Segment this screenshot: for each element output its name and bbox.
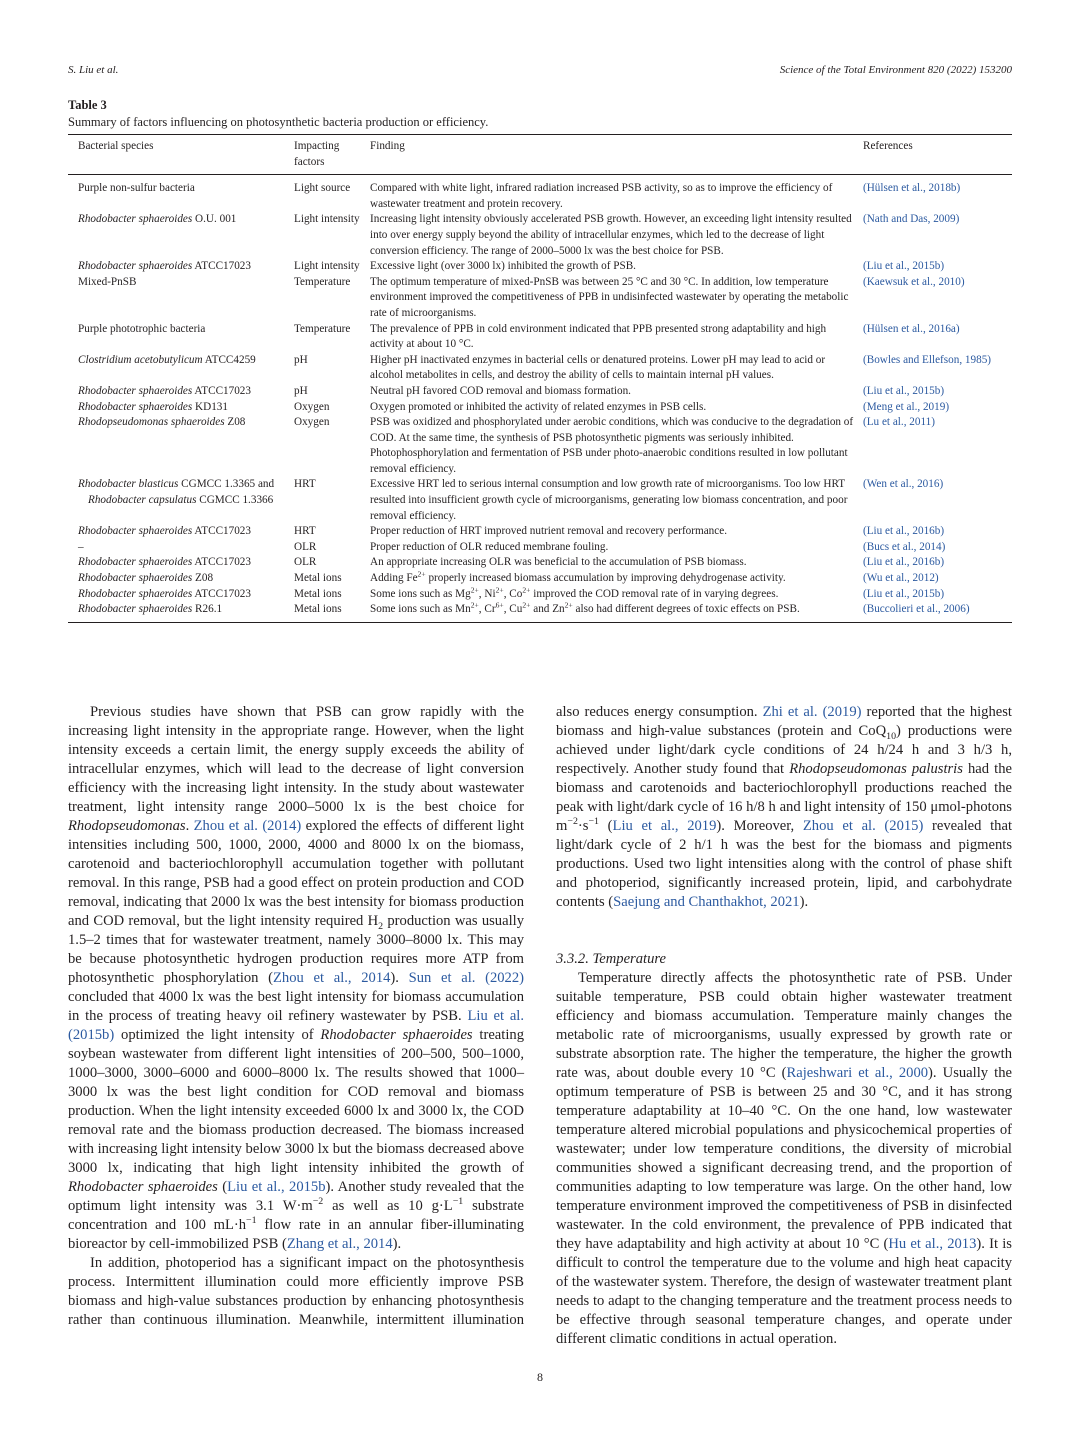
- cell-reference: [863, 353, 1012, 384]
- text-run: ). Another study revealed that the optimum light intensity was 3.1 W·m: [68, 1179, 524, 1214]
- superscript: −1: [588, 816, 599, 828]
- text-run: ATCC17023: [192, 260, 251, 273]
- cell-reference-link[interactable]: (Liu et al., 2016b): [863, 525, 945, 538]
- cell-finding: [370, 602, 863, 622]
- text-run: In addition, photoperiod has a significant impact on the photosynthesis process. Intermittent illumination could more efficiently improve PSB biomass and high-value substances production by enhancing photosynthesis rather than continuous illumination. Meanwhile, intermittent illumination: [68, 1255, 524, 1328]
- text-run: ATCC17023: [192, 384, 251, 397]
- cell-finding: [370, 212, 863, 259]
- text-run: ) productions were achieved under light/dark cycle conditions of 24 h/24 h and 3 h/3 h, respectively. Another study found that: [556, 723, 1012, 777]
- text-run: (: [217, 1179, 228, 1195]
- cell-factor: Temperature: [294, 275, 351, 288]
- text-run: also reduces energy consumption.: [556, 704, 763, 720]
- text-run: PSB was oxidized and phosphorylated under aerobic conditions, which was conducive to the degradation of COD. At the same time, the synthesis of PSB photosynthetic pigments was seriously inhibited. Photophosphorylation and fermentation of PSB under photo-anaerobic conditions resulted in low pollutant removal efficiency.: [370, 416, 854, 475]
- table-row: [68, 555, 1012, 571]
- text-run: (: [599, 818, 613, 834]
- cell-species: [68, 555, 294, 571]
- text-run: production was usually 1.5–2 times that for wastewater treatment, namely 3000–8000 lx. This may be because photosynthetic hydrogen production requires more ATP from photosynthetic phosphorylation (: [68, 913, 524, 986]
- table-row: [68, 540, 1012, 556]
- text-run: The prevalence of PPB in cold environment indicated that PPB presented strong adaptability and high activity at about 10 °C.: [370, 322, 827, 351]
- table-caption: Summary of factors influencing on photosynthetic bacteria production or efficiency.: [68, 115, 489, 129]
- table-row: [68, 322, 1012, 353]
- cell-species: [68, 477, 294, 524]
- citation-link[interactable]: Liu et al., 2019: [612, 818, 717, 834]
- cell-reference: [863, 587, 1012, 603]
- superscript: 2+: [564, 600, 573, 610]
- paragraph-photoperiod-cont: [556, 703, 1012, 912]
- cell-reference-link[interactable]: (Kaewsuk et al., 2010): [863, 275, 965, 288]
- cell-factor: Light source: [294, 182, 351, 195]
- text-run: Adding Fe: [370, 572, 418, 585]
- cell-reference-link[interactable]: (Liu et al., 2015b): [863, 260, 945, 273]
- text-run: R26.1: [192, 603, 223, 616]
- superscript: −2: [312, 1196, 324, 1208]
- cell-reference: [863, 571, 1012, 587]
- cell-factor: Metal ions: [294, 603, 342, 616]
- text-run: ·s: [577, 818, 589, 834]
- italic-text: Rhodopseudomonas palustris: [789, 761, 963, 777]
- running-header-journal: Science of the Total Environment 820 (2022) 153200: [779, 64, 1012, 76]
- cell-species: [68, 275, 294, 322]
- text-run: Mixed-PnSB: [78, 275, 137, 288]
- cell-finding: [370, 477, 863, 524]
- text-run: .: [185, 818, 194, 834]
- cell-species: [68, 175, 294, 213]
- text-run: reported that the highest biomass and high-value substances (protein and CoQ: [556, 704, 1012, 739]
- superscript: 2+: [470, 600, 479, 610]
- cell-finding: [370, 524, 863, 540]
- italic-text: Rhodobacter sphaeroides: [320, 1027, 473, 1043]
- col-header-finding: Finding: [370, 140, 405, 152]
- text-run: An appropriate increasing OLR was beneficial to the accumulation of PSB biomass.: [370, 556, 747, 569]
- cell-species: [68, 259, 294, 275]
- cell-species: [68, 400, 294, 416]
- text-run: Excessive HRT led to serious internal consumption and low growth rate of microorganisms. Too low HRT resulted into insufficient growth cycle of microorganisms, generating low biomass concentration, and poor removal efficiency.: [370, 478, 848, 522]
- table-row: [68, 212, 1012, 259]
- cell-species: [68, 524, 294, 540]
- italic-text: Rhodobacter blasticus: [78, 478, 179, 491]
- col-header-factors: Impacting factors: [294, 140, 340, 168]
- cell-finding: [370, 540, 863, 556]
- cell-factor: Metal ions: [294, 572, 342, 585]
- superscript: 6+: [495, 600, 504, 610]
- table-row: [68, 400, 1012, 416]
- text-run: Temperature directly affects the photosynthetic rate of PSB. Under suitable temperature, PSB could obtain higher wastewater treatment efficiency and biomass accumulation. Temperature mainly changes the metabolic rate of microorganisms, usually expressed by growth rate or substrate absorption rate. The higher the temperature, the higher the growth rate was, about double every 10 °C (: [556, 970, 1012, 1081]
- text-run: Neutral pH favored COD removal and biomass formation.: [370, 384, 631, 397]
- superscript: 2+: [470, 584, 479, 594]
- cell-reference-link[interactable]: (Bowles and Ellefson, 1985): [863, 353, 992, 366]
- text-run: treating soybean wastewater from different light intensities of 200–500, 500–1000, 1000–3000, 3000–6000 and 6000–8000 lx. The results showed that 1000–3000 lx was the best light condition for COD removal and biomass production. When the light intensity exceeded 6000 lx and 3000 lx, the COD removal rate and the biomass production decreased. The biomass increased with increasing light intensity below 3000 lx but the biomass decreased above 3000 lx, indicating that high light intensity inhibited the growth of: [68, 1027, 524, 1176]
- cell-reference-link[interactable]: (Lu et al., 2011): [863, 416, 935, 429]
- cell-reference: [863, 275, 1012, 322]
- cell-species: [68, 540, 294, 556]
- superscript: 2+: [417, 569, 426, 579]
- cell-species: [68, 353, 294, 384]
- table-row: [68, 602, 1012, 622]
- text-run: ). It is difficult to control the temperature due to the volume and high heat capacity of the wastewater system. Therefore, the design of wastewater treatment plant needs to adapt to the changing temperature and the treatment process needs to be effective through seasonal temperature changes, and operate under different climatic conditions in actual operation.: [556, 1236, 1012, 1347]
- italic-text: Rhodobacter sphaeroides: [78, 260, 193, 273]
- left-column: [68, 703, 524, 1330]
- text-run: Proper reduction of OLR reduced membrane fouling.: [370, 540, 609, 553]
- text-run: KD131: [192, 400, 228, 413]
- superscript: −1: [246, 1215, 257, 1227]
- text-run: Purple phototrophic bacteria: [78, 322, 206, 335]
- cell-reference: [863, 400, 1012, 416]
- cell-factor: OLR: [294, 556, 317, 569]
- cell-species: [68, 587, 294, 603]
- citation-link[interactable]: Zhou et al., 2014: [273, 970, 391, 986]
- text-run: Some ions such as Mn: [370, 603, 471, 616]
- factors-table: [68, 134, 1012, 623]
- text-run: ATCC4259: [202, 353, 256, 366]
- text-run: had the biomass and carotenoids and bacteriochlorophyll productions reached the peak with light/dark cycle of 16 h/8 h and light intensity of 150 μmol-photons m: [556, 761, 1012, 834]
- cell-factor: pH: [294, 384, 308, 397]
- cell-factor: Light intensity: [294, 260, 360, 273]
- subscript: 2: [378, 920, 384, 932]
- text-run: , Ni: [478, 587, 496, 600]
- italic-text: Rhodopseudomonas sphaeroides: [78, 416, 225, 429]
- cell-reference-link[interactable]: (Wu et al., 2012): [863, 572, 939, 585]
- italic-text: Rhodobacter sphaeroides: [78, 213, 193, 226]
- cell-reference: [863, 602, 1012, 622]
- text-run: substrate concentration and 100 mL·h: [68, 1198, 524, 1233]
- table-row: [68, 353, 1012, 384]
- cell-species: [68, 415, 294, 477]
- text-run: Proper reduction of HRT improved nutrient removal and recovery performance.: [370, 525, 727, 538]
- cell-finding: [370, 555, 863, 571]
- cell-reference-link[interactable]: (Buccolieri et al., 2006): [863, 603, 970, 616]
- citation-link[interactable]: Zhi et al. (2019): [762, 704, 862, 720]
- paragraph-light-intensity: [68, 703, 524, 1254]
- text-run: as well as 10 g·L: [323, 1198, 453, 1214]
- superscript: −1: [452, 1196, 464, 1208]
- cell-reference-link[interactable]: (Meng et al., 2019): [863, 400, 950, 413]
- cell-finding: [370, 584, 863, 603]
- cell-reference-link[interactable]: (Nath and Das, 2009): [863, 213, 960, 226]
- cell-factor: OLR: [294, 540, 317, 553]
- cell-finding: [370, 353, 863, 384]
- italic-text: Rhodobacter sphaeroides: [68, 1179, 218, 1195]
- text-run: ATCC17023: [192, 587, 251, 600]
- text-run: concluded that 4000 lx was the best light intensity for biomass accumulation in the process of treating heavy oil refinery wastewater by PSB.: [68, 989, 524, 1024]
- text-run: Increasing light intensity obviously accelerated PSB growth. However, an exceeding light intensity resulted into over energy supply beyond the ability of intracellular enzymes, which led to the decrease of light conversion efficiency. The range of 2000–5000 lx was the best choice for PSB.: [370, 213, 852, 257]
- col-header-species: Bacterial species: [78, 140, 154, 152]
- running-header-authors: S. Liu et al.: [68, 64, 119, 76]
- text-run: properly increased biomass accumulation by improving dehydrogenase activity.: [425, 572, 786, 585]
- text-run: also had different degrees of toxic effects on PSB.: [572, 603, 800, 616]
- cell-finding: [370, 384, 863, 400]
- cell-reference-link[interactable]: (Liu et al., 2015b): [863, 384, 945, 397]
- cell-reference: [863, 384, 1012, 400]
- cell-finding: [370, 259, 863, 275]
- italic-text: Rhodopseudomonas: [68, 818, 186, 834]
- table-row: [68, 175, 1012, 213]
- italic-text: Rhodobacter sphaeroides: [78, 603, 193, 616]
- text-run: Z08: [224, 416, 246, 429]
- col-header-references: References: [863, 140, 913, 152]
- text-run: Compared with white light, infrared radiation increased PSB activity, so as to improve the efficiency of wastewater treatment and protein recovery.: [370, 182, 833, 210]
- subscript: 10: [886, 730, 897, 742]
- text-run: Purple non-sulfur bacteria: [78, 182, 195, 195]
- cell-species: [68, 602, 294, 622]
- paragraph-temperature: [556, 969, 1012, 1349]
- text-run: ). Usually the optimum temperature of PSB is between 25 and 30 °C, and it has strong temperature adaptability at 10–40 °C. On the one hand, low wastewater temperature altered microbial populations and physicochemical properties of wastewater; under low temperature conditions, the diversity of microbial communities showed a significant decreasing trend, and the proportion of communities adapting to low temperature was large. On the other hand, low temperature environment improved the competitiveness of PSB in disinfected wastewater. In the cold environment, the prevalence of PPB indicated that they have adaptability and high activity at about 10 °C (: [556, 1065, 1012, 1252]
- cell-finding: [370, 415, 863, 477]
- cell-reference: [863, 259, 1012, 275]
- paragraph-photoperiod: [68, 1254, 524, 1330]
- italic-text: Rhodobacter sphaeroides: [78, 572, 193, 585]
- cell-species: [68, 322, 294, 353]
- cell-factor: HRT: [294, 478, 316, 491]
- cell-factor: HRT: [294, 525, 316, 538]
- cell-reference: [863, 175, 1012, 213]
- text-run: , Cr: [478, 603, 496, 616]
- right-column: [556, 703, 1012, 1349]
- superscript: 2+: [522, 584, 531, 594]
- citation-link[interactable]: Zhou et al. (2014): [193, 818, 302, 834]
- citation-link[interactable]: Sun et al. (2022): [408, 970, 524, 986]
- superscript: −2: [567, 816, 578, 828]
- citation-link[interactable]: Liu et al. (2015b): [68, 1008, 524, 1043]
- cell-finding: [370, 275, 863, 322]
- table-row: [68, 524, 1012, 540]
- text-run: improved the COD removal rate of in varying degrees.: [530, 587, 779, 600]
- text-run: ).: [392, 1236, 402, 1252]
- citation-link[interactable]: Liu et al., 2015b: [227, 1179, 326, 1195]
- italic-text: Rhodobacter sphaeroides: [78, 587, 193, 600]
- cell-finding: [370, 571, 863, 587]
- cell-reference-link[interactable]: (Hülsen et al., 2018b): [863, 182, 961, 195]
- cell-reference: [863, 415, 1012, 477]
- text-run: ).: [390, 970, 409, 986]
- cell-species: [68, 384, 294, 400]
- table-row: [68, 259, 1012, 275]
- cell-finding: [370, 175, 863, 213]
- text-run: and Zn: [530, 603, 565, 616]
- italic-text: Rhodobacter sphaeroides: [78, 400, 193, 413]
- text-run: , Co: [503, 587, 523, 600]
- cell-reference: [863, 540, 1012, 556]
- cell-reference: [863, 322, 1012, 353]
- table-row: [68, 571, 1012, 587]
- text-run: Previous studies have shown that PSB can grow rapidly with the increasing light intensity in the appropriate range. However, when the light intensity exceeds a certain limit, the energy supply exceeds the ability of intracellular enzymes, which will lead to the decrease of light conversion efficiency with the increasing light intensity. In the study about wastewater treatment, light intensity range 2000–5000 lx is the best choice for: [68, 704, 524, 815]
- cell-reference-link[interactable]: (Bucs et al., 2014): [863, 540, 946, 553]
- text-run: ). Moreover,: [716, 818, 803, 834]
- cell-finding: [370, 400, 863, 416]
- text-run: Z08: [192, 572, 214, 585]
- cell-reference-link[interactable]: (Liu et al., 2016b): [863, 556, 945, 569]
- cell-finding: [370, 322, 863, 353]
- text-run: CGMCC 1.3365 and: [178, 478, 275, 491]
- section-heading-temperature: 3.3.2. Temperature: [556, 951, 666, 967]
- text-run: Excessive light (over 3000 lx) inhibited the growth of PSB.: [370, 260, 636, 273]
- superscript: 2+: [495, 584, 504, 594]
- text-run: explored the effects of different light intensities including 500, 1000, 2000, 4000 and 8000 lx on the biomass, carotenoid and bacteriochlorophyll accumulation together with pollutant removal. In this range, PSB had a good effect on protein production and COD removal, indicating that 2000 lx was the best intensity for biomass production and COD removal, but the light intensity required H: [68, 818, 525, 929]
- cell-factor: pH: [294, 353, 308, 366]
- table-title: Table 3: [68, 98, 107, 112]
- italic-text: Rhodobacter capsulatus: [88, 494, 197, 507]
- cell-reference: [863, 477, 1012, 524]
- cell-reference: [863, 524, 1012, 540]
- italic-text: Rhodobacter sphaeroides: [78, 384, 193, 397]
- cell-factor: Metal ions: [294, 587, 342, 600]
- citation-link[interactable]: Zhang et al., 2014: [286, 1236, 393, 1252]
- text-run: Higher pH inactivated enzymes in bacterial cells or denatured proteins. Lower pH may lead to acid or alcohol metabolites in cells, and destroy the ability of cells to maintain internal pH values.: [370, 353, 826, 382]
- table-row: [68, 384, 1012, 400]
- table-header-row: [68, 135, 1012, 175]
- cell-reference-link[interactable]: (Liu et al., 2015b): [863, 587, 945, 600]
- table-row: [68, 477, 1012, 524]
- page-number: 8: [537, 1370, 543, 1384]
- text-run: ).: [799, 894, 809, 910]
- table-row: [68, 275, 1012, 322]
- italic-text: Rhodobacter sphaeroides: [78, 525, 193, 538]
- cell-species: [68, 571, 294, 587]
- cell-factor: Oxygen: [294, 416, 330, 429]
- table-row: [68, 415, 1012, 477]
- table-row: [68, 587, 1012, 603]
- cell-factor: Light intensity: [294, 213, 360, 226]
- citation-link[interactable]: Zhou et al. (2015): [802, 818, 924, 834]
- citation-link[interactable]: Rajeshwari et al., 2000: [786, 1065, 929, 1081]
- italic-text: Rhodobacter sphaeroides: [78, 556, 193, 569]
- superscript: 2+: [522, 600, 531, 610]
- text-run: optimized the light intensity of: [114, 1027, 321, 1043]
- text-run: flow rate in an annular fiber-illuminating bioreactor by cell-immobilized PSB (: [68, 1217, 524, 1252]
- text-run: ATCC17023: [192, 556, 251, 569]
- cell-factor: Temperature: [294, 322, 351, 335]
- text-run: CGMCC 1.3366: [196, 494, 274, 507]
- text-run: ATCC17023: [192, 525, 251, 538]
- citation-link[interactable]: Saejung and Chanthakhot, 2021: [613, 894, 800, 910]
- text-run: –: [78, 540, 84, 553]
- cell-reference: [863, 555, 1012, 571]
- citation-link[interactable]: Hu et al., 2013: [888, 1236, 977, 1252]
- cell-species: [68, 212, 294, 259]
- text-run: O.U. 001: [192, 213, 237, 226]
- text-run: revealed that light/dark cycle of 2 h/1 h was the best for the biomass and pigments productions. Used two light intensities along with the control of phase shift and photoperiod, significantly increased protein, lipid, and carbohydrate contents (: [556, 818, 1012, 910]
- italic-text: Clostridium acetobutylicum: [78, 353, 203, 366]
- cell-factor: Oxygen: [294, 400, 330, 413]
- cell-reference-link[interactable]: (Hülsen et al., 2016a): [863, 322, 960, 335]
- text-run: Some ions such as Mg: [370, 587, 471, 600]
- text-run: Oxygen promoted or inhibited the activity of related enzymes in PSB cells.: [370, 400, 707, 413]
- text-run: , Cu: [503, 603, 523, 616]
- cell-reference: [863, 212, 1012, 259]
- cell-reference-link[interactable]: (Wen et al., 2016): [863, 478, 944, 491]
- text-run: The optimum temperature of mixed-PnSB was between 25 °C and 30 °C. In addition, low temperature environment improved the competitiveness of PPB in undisinfected wastewater by operating the metabolic rate of microorganisms.: [370, 275, 849, 319]
